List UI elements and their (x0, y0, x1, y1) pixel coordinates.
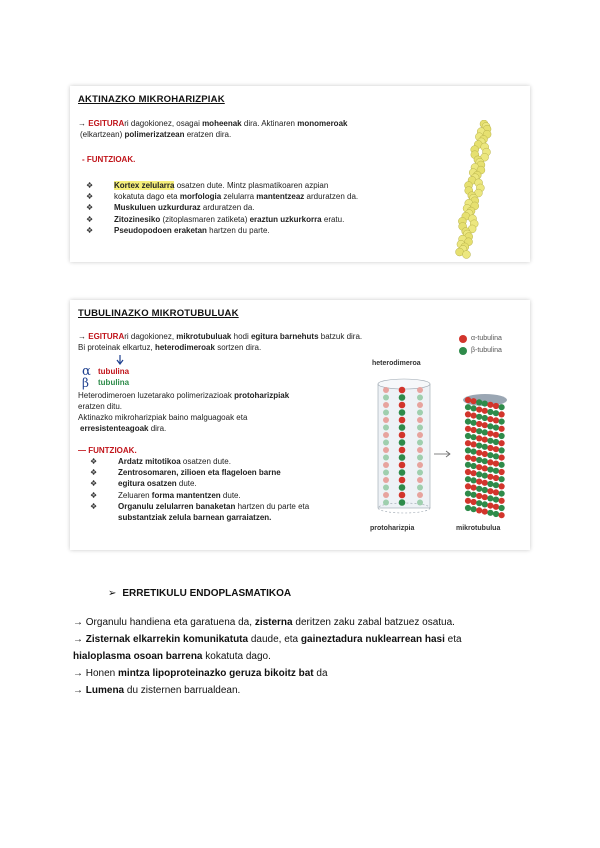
protofilament-subunit (417, 485, 423, 491)
list-item: ❖ egitura osatzen dute. (90, 479, 197, 489)
microtubule-subunit (499, 498, 505, 504)
protofilament-subunit (417, 410, 423, 416)
protofilament-subunit (399, 469, 406, 476)
microtubule-subunit (471, 398, 477, 404)
microtubule-subunit (471, 456, 477, 462)
protofilament-subunit (383, 417, 389, 423)
protofilament-subunit (399, 424, 406, 431)
microtubule-subunit (493, 446, 499, 452)
protofilament-subunit (417, 395, 423, 401)
protofilament-subunit (399, 409, 406, 416)
microtubule-subunit (493, 482, 499, 488)
protofilament-subunit (383, 470, 389, 476)
arrow-down-icon (114, 354, 126, 366)
actin-bead-group (456, 120, 492, 259)
microtubule-subunit (487, 481, 493, 487)
beta-symbol: β (82, 376, 89, 390)
protofilament-subunit (383, 455, 389, 461)
legend-beta-label: β-tubulina (471, 347, 502, 354)
microtubule-subunit (476, 493, 482, 499)
microtubule-subunit (471, 405, 477, 411)
microtubule-subunit (465, 426, 471, 432)
protofilament-subunit (399, 484, 406, 491)
microtubule-subunit (482, 408, 488, 414)
protofilament-label: protoharizpia (370, 525, 415, 532)
microtubule-subunit (476, 479, 482, 485)
microtubule-subunit (465, 419, 471, 425)
tubulin-function-list (90, 456, 309, 523)
microtubule-subunit (482, 473, 488, 479)
list-item: ❖ Muskuluen uzkurduraz arduratzen da. (86, 203, 255, 213)
microtubule-subunit (465, 447, 471, 453)
microtubule-subunit (476, 464, 482, 470)
microtubule-subunit (482, 487, 488, 493)
tubulin-polymer-line-2: eratzen ditu. (78, 402, 123, 411)
protofilament-subunit (399, 499, 406, 506)
microtubule-subunit (465, 433, 471, 439)
protofilament-subunit (399, 477, 406, 484)
microtubule-subunit (482, 458, 488, 464)
microtubule-subunit (487, 402, 493, 408)
protofilament-subunit (383, 395, 389, 401)
er-paragraph-line-2: → Zisternak elkarrekin komunikatuta daude, eta gaineztadura nuklearrean hasi eta (73, 634, 462, 645)
microtubule-subunit (487, 510, 493, 516)
microtubule-beads (465, 397, 505, 518)
microtubule-subunit (476, 421, 482, 427)
microtubule-subunit (465, 505, 471, 511)
tubulin-polymer-line-3: Aktinazko mikroharizpiak baino malguagoak eta (78, 413, 248, 422)
list-item: ❖ Zeluaren forma mantentzen dute. (90, 490, 241, 500)
list-item: substantziak zelula barnean garraiatzen. (118, 513, 272, 523)
microtubule-subunit (482, 465, 488, 471)
microtubule-subunit (493, 475, 499, 481)
alpha-tubulin-label: tubulina (98, 367, 130, 376)
microtubule-subunit (487, 416, 493, 422)
microtubule-subunit (482, 494, 488, 500)
microtubule-subunit (471, 499, 477, 505)
microtubule-subunit (499, 469, 505, 475)
actin-functions-title: - FUNTZIOAK. (82, 155, 136, 164)
list-item: ❖ Organulu zelularren banaketan hartzen du parte eta (90, 501, 310, 511)
protofilament-subunit (383, 500, 389, 506)
microtubule-subunit (499, 462, 505, 468)
microtubule-subunit (499, 440, 505, 446)
protofilament-subunit (399, 394, 406, 401)
microtubule-subunit (482, 422, 488, 428)
microtubule-subunit (487, 459, 493, 465)
microtubule-subunit (476, 428, 482, 434)
protofilament-subunit (417, 402, 423, 408)
list-item: ❖ Pseudopodoen eraketan hartzen du parte. (86, 225, 270, 235)
protofilament-subunit (383, 425, 389, 431)
microtubule-subunit (499, 505, 505, 511)
protofilament-subunit (417, 492, 423, 498)
protofilament-subunit (399, 492, 406, 499)
microtubule-subunit (476, 450, 482, 456)
protofilament-subunit (417, 462, 423, 468)
actin-slide (70, 86, 530, 262)
microtubule-subunit (476, 414, 482, 420)
er-paragraph-line-4: → Honen mintza lipoproteinazko geruza bikoitz bat da (73, 668, 328, 679)
microtubule-subunit (471, 506, 477, 512)
actin-monomer (462, 251, 470, 259)
protofilament-subunit (399, 439, 406, 446)
protofilament-cylinder (378, 379, 430, 513)
protofilament-subunit (399, 417, 406, 424)
microtubule-subunit (487, 438, 493, 444)
er-paragraph-line-5: → Lumena du zisternen barrualdean. (73, 685, 241, 696)
microtubule-subunit (471, 413, 477, 419)
microtubule-subunit (476, 457, 482, 463)
beta-legend-dot (459, 347, 467, 355)
protofilament-subunit (417, 500, 423, 506)
microtubule-subunit (499, 426, 505, 432)
microtubule-subunit (482, 501, 488, 507)
microtubule-subunit (471, 492, 477, 498)
heterodimer-label: heterodimeroa (372, 360, 421, 367)
protofilament-subunit (417, 432, 423, 438)
microtubule-subunit (499, 411, 505, 417)
chevron-right-icon: ➢ (108, 588, 117, 599)
microtubule-subunit (471, 420, 477, 426)
microtubule-subunit (493, 410, 499, 416)
microtubule-subunit (487, 445, 493, 451)
microtubule-subunit (487, 431, 493, 437)
protofilament-subunit (383, 447, 389, 453)
protofilament-subunit (383, 432, 389, 438)
microtubule-subunit (482, 444, 488, 450)
microtubule-subunit (499, 476, 505, 482)
microtubule-subunit (476, 399, 482, 405)
microtubule-subunit (465, 404, 471, 410)
actin-structure-line-2: (elkartzean) polimerizatzean eratzen dira. (80, 130, 232, 139)
tubulin-functions-title: — FUNTZIOAK. (78, 446, 137, 455)
list-item: ❖ kokatuta dago eta morfologia zelularra mantentzeaz arduratzen da. (86, 192, 359, 202)
microtubule-subunit (471, 449, 477, 455)
protofilament-subunit (417, 447, 423, 453)
microtubule-subunit (499, 433, 505, 439)
protofilament-subunit (417, 417, 423, 423)
microtubule-subunit (482, 429, 488, 435)
microtubule-subunit (476, 507, 482, 513)
microtubule-subunit (465, 455, 471, 461)
microtubule-subunit (493, 439, 499, 445)
microtubule-subunit (499, 447, 505, 453)
microtubule-subunit (471, 427, 477, 433)
microtubule-subunit (493, 511, 499, 517)
microtubule-subunit (499, 491, 505, 497)
microtubule-subunit (465, 469, 471, 475)
list-item: ❖ Ardatz mitotikoa osatzen dute. (90, 457, 231, 466)
microtubule-subunit (465, 483, 471, 489)
microtubule-subunit (465, 491, 471, 497)
microtubule-subunit (493, 453, 499, 459)
list-item: ❖ Kortex zelularra osatzen dute. Mintz plasmatikoaren azpian (86, 181, 329, 190)
microtubule-subunit (476, 435, 482, 441)
microtubule-subunit (487, 503, 493, 509)
microtubule-subunit (476, 443, 482, 449)
microtubule-subunit (493, 497, 499, 503)
microtubule-subunit (487, 423, 493, 429)
microtubule-subunit (471, 470, 477, 476)
microtubule-subunit (487, 409, 493, 415)
protofilament-subunit (399, 402, 406, 409)
alpha-legend-dot (459, 335, 467, 343)
microtubule-subunit (493, 461, 499, 467)
microtubule-subunit (487, 474, 493, 480)
microtubule-subunit (482, 480, 488, 486)
actin-function-list (86, 180, 358, 236)
tubulin-polymer-line-4: erresistenteagoak dira. (80, 424, 167, 433)
legend-alpha-label: α-tubulina (471, 335, 502, 342)
microtubule-subunit (493, 504, 499, 510)
microtubule-subunit (493, 403, 499, 409)
microtubule-label: mikrotubulua (456, 525, 501, 532)
protofilament-subunit (383, 387, 389, 393)
protofilament-subunit (417, 477, 423, 483)
microtubule-subunit (471, 463, 477, 469)
microtubule-subunit (465, 440, 471, 446)
microtubule-subunit (493, 432, 499, 438)
microtubule-subunit (493, 489, 499, 495)
actin-filament-illustration (422, 120, 522, 260)
protofilament-subunit (417, 425, 423, 431)
tubulin-title: TUBULINAZKO MIKROTUBULUAK (78, 308, 239, 319)
microtubule-subunit (482, 509, 488, 515)
protofilament-subunit (383, 485, 389, 491)
microtubule-subunit (493, 468, 499, 474)
er-paragraph-line-1: → Organulu handiena eta garatuena da, zisterna deritzen zaku zabal batzuez osatua. (73, 617, 455, 628)
microtubule-illustration (366, 370, 516, 524)
microtubule-subunit (499, 455, 505, 461)
microtubule-subunit (476, 407, 482, 413)
microtubule-subunit (471, 477, 477, 483)
microtubule-subunit (465, 462, 471, 468)
microtubule-subunit (471, 441, 477, 447)
protofilament-subunit (417, 440, 423, 446)
protofilament-subunit (383, 462, 389, 468)
protofilament-subunit (399, 387, 406, 394)
protofilament-subunit (417, 470, 423, 476)
tubulin-slide (70, 300, 530, 550)
beta-tubulin-label: tubulina (98, 378, 130, 387)
microtubule-subunit (476, 486, 482, 492)
microtubule-subunit (465, 498, 471, 504)
microtubule-subunit (476, 500, 482, 506)
transition-arrow (434, 451, 450, 457)
microtubule-subunit (471, 434, 477, 440)
microtubule-subunit (487, 488, 493, 494)
er-paragraph-line-3: hialoplasma osoan barrena kokatuta dago. (73, 651, 271, 662)
microtubule-subunit (482, 437, 488, 443)
list-item: ❖ Zitozinesiko (zitoplasmaren zatiketa) eraztun uzkurkorra eratu. (86, 214, 345, 224)
protofilament-subunit (383, 492, 389, 498)
protofilament-subunit (383, 440, 389, 446)
actin-title: AKTINAZKO MIKROHARIZPIAK (78, 94, 225, 105)
microtubule-subunit (499, 512, 505, 518)
tubulin-legend-dots (458, 334, 468, 358)
microtubule-subunit (471, 485, 477, 491)
tubulin-polymer-line-1: Heterodimeroen luzetarako polimerizazioak protoharizpiak (78, 391, 290, 400)
tubulin-structure-line-2: Bi proteinak elkartuz, heterodimeroak sortzen dira. (78, 343, 262, 352)
microtubule-subunit (487, 452, 493, 458)
microtubule-subunit (493, 417, 499, 423)
protofilament-subunit (399, 462, 406, 469)
protofilament-subunit (383, 410, 389, 416)
protofilament-subunit (399, 454, 406, 461)
microtubule-subunit (465, 397, 471, 403)
microtubule-subunit (499, 419, 505, 425)
list-item: ❖ Zentrosomaren, zilioen eta flageloen barne (90, 468, 281, 478)
protofilament-subunit (399, 447, 406, 454)
protofilament-subunit (417, 387, 423, 393)
microtubule-subunit (482, 415, 488, 421)
microtubule-subunit (482, 451, 488, 457)
alpha-symbol: α (82, 364, 91, 379)
microtubule-subunit (476, 471, 482, 477)
actin-structure-line-1: → EGITURAri dagokionez, osagai moheenak dira. Aktinaren monomeroak (78, 119, 348, 128)
microtubule-subunit (499, 483, 505, 489)
microtubule-subunit (482, 401, 488, 407)
protofilament-subunit (399, 432, 406, 439)
protofilament-subunit (383, 477, 389, 483)
microtubule-subunit (487, 495, 493, 501)
microtubule-subunit (487, 467, 493, 473)
tubulin-structure-line-1: → EGITURAri dagokionez, mikrotubuluak hodi egitura barnehuts batzuk dira. (78, 332, 363, 341)
microtubule-subunit (499, 404, 505, 410)
microtubule-subunit (465, 411, 471, 417)
section-heading: ➢ ERRETIKULU ENDOPLASMATIKOA (108, 588, 292, 599)
microtubule-subunit (465, 476, 471, 482)
protofilament-subunit (417, 455, 423, 461)
tubulin-pair-diagram (78, 354, 168, 388)
microtubule-subunit (493, 425, 499, 431)
microtubule-cylinder (463, 394, 507, 518)
protofilament-subunit (383, 402, 389, 408)
